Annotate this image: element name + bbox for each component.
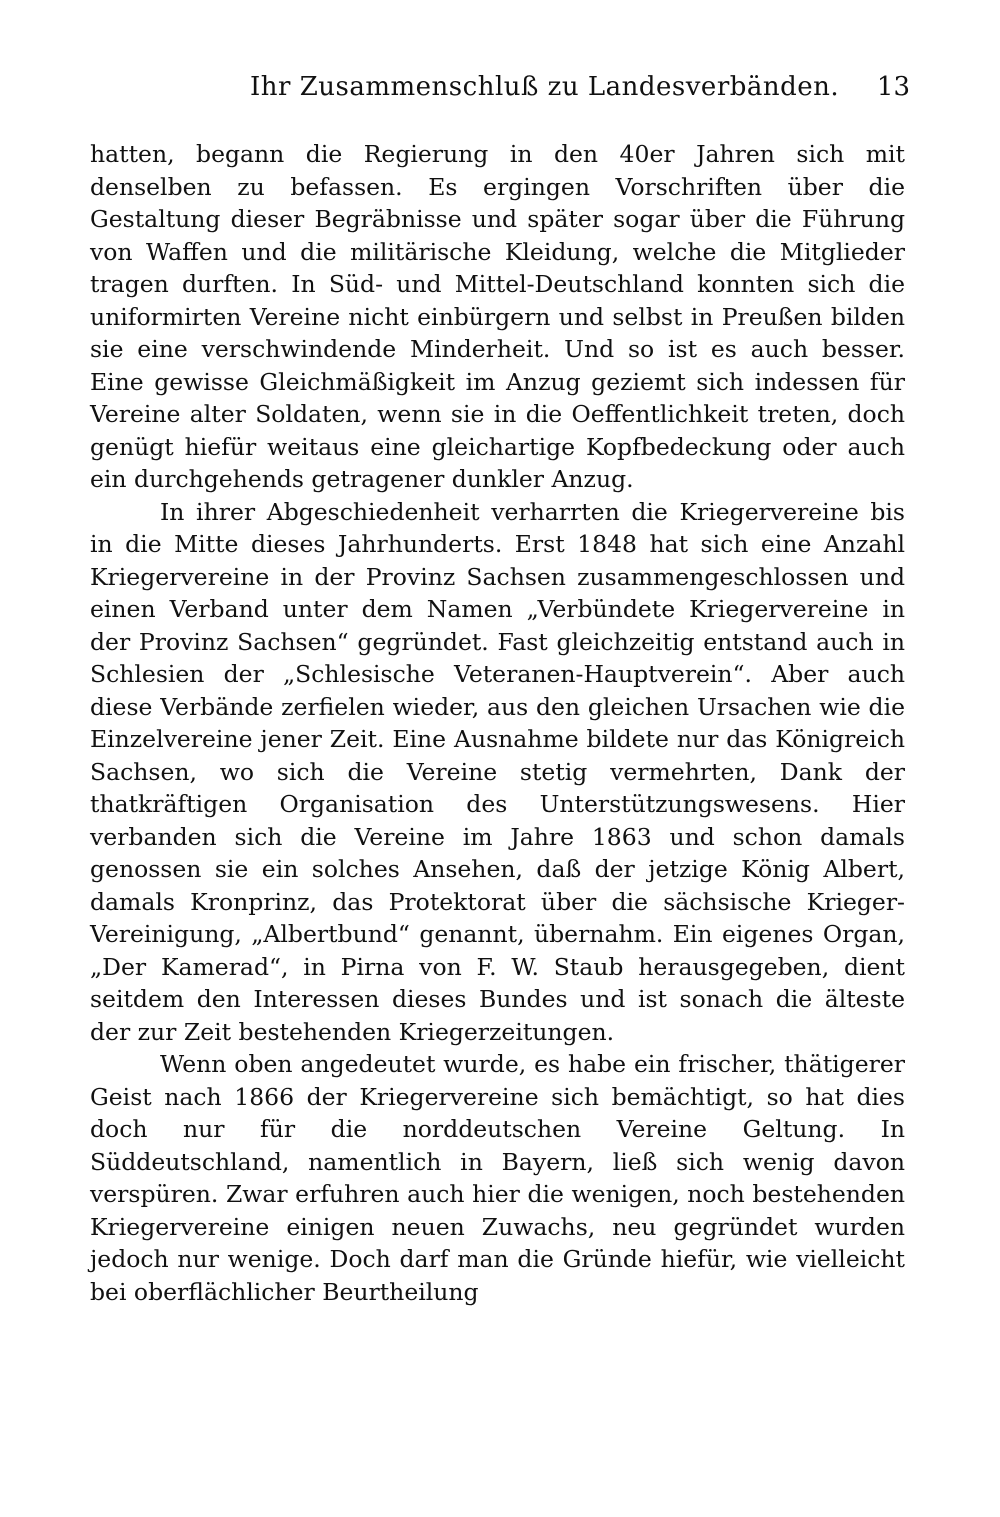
running-header — [90, 72, 910, 112]
page-number: 13 — [876, 72, 910, 102]
paragraph-continuation: hatten, begann die Regierung in den 40er Jahren sich mit denselben zu befassen. Es ergingen Vorschriften über die Gestaltung dieser Begräbnisse und später sogar über die Führung von Waffen und die militärische Kleidung, welche die Mitglieder tragen durften. In Süd- und Mittel-Deutschland konnten sich die uniformirten Vereine nicht einbürgern und selbst in Preußen bilden sie eine verschwindende Minderheit. Und so ist es auch besser. Eine gewisse Gleichmäßigkeit im Anzug geziemt sich indessen für Vereine alter Soldaten, wenn sie in die Oeffentlichkeit treten, doch genügt hiefür weitaus eine gleichartige Kopfbedeckung oder auch ein durchgehends getragener dunkler Anzug. — [90, 140, 905, 493]
paragraph-sueddeutschland: Wenn oben angedeutet wurde, es habe ein frischer, thätigerer Geist nach 1866 der Kriegervereine sich bemächtigt, so hat dies doch nur für die norddeutschen Vereine Geltung. In Süddeutschland, namentlich in Bayern, ließ sich wenig davon verspüren. Zwar erfuhren auch hier die wenigen, noch bestehenden Kriegervereine einigen neuen Zuwachs, neu gegründet wurden jedoch nur wenige. Doch darf man die Gründe hiefür, wie vielleicht bei oberflächlicher Beurtheilung — [90, 1050, 905, 1306]
body-text — [90, 138, 905, 1308]
paragraph-landesverbaende: In ihrer Abgeschiedenheit verharrten die Kriegervereine bis in die Mitte dieses Jahrhunderts. Erst 1848 hat sich eine Anzahl Kriegervereine in der Provinz Sachsen zusammengeschlossen und einen Verband unter dem Namen „Verbündete Kriegervereine in der Provinz Sachsen“ gegründet. Fast gleichzeitig entstand auch in Schlesien der „Schlesische Veteranen-Hauptverein“. Aber auch diese Verbände zerfielen wieder, aus den gleichen Ursachen wie die Einzelvereine jener Zeit. Eine Ausnahme bildete nur das Königreich Sachsen, wo sich die Vereine stetig vermehrten, Dank der thatkräftigen Organisation des Unterstützungswesens. Hier verbanden sich die Vereine im Jahre 1863 und schon damals genossen sie ein solches Ansehen, daß der jetzige König Albert, damals Kronprinz, das Protektorat über die sächsische Krieger-Vereinigung, „Albertbund“ genannt, übernahm. Ein eigenes Organ, „Der Kamerad“, in Pirna von F. W. Staub herausgegeben, dient seitdem den Interessen dieses Bundes und ist sonach die älteste der zur Zeit bestehenden Kriegerzeitungen. — [90, 497, 905, 1046]
running-title: Ihr Zusammenschluß zu Landesverbänden. — [250, 72, 840, 102]
